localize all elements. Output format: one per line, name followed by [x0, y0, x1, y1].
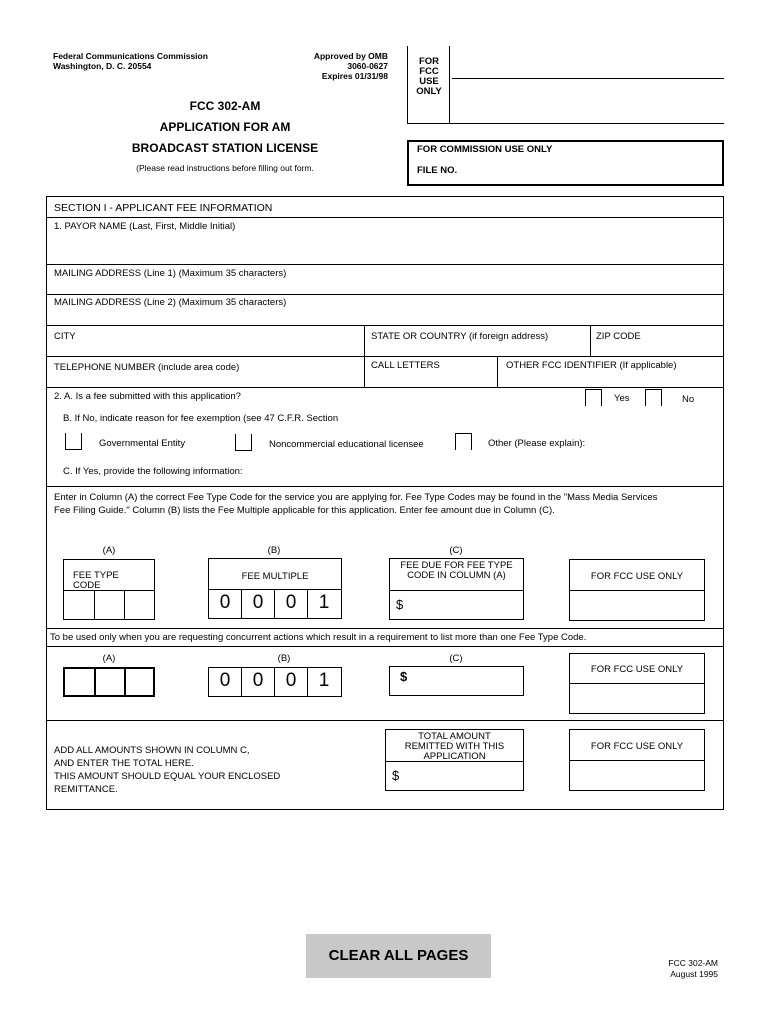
- fee-multiple-2-digit-2: 0: [252, 670, 264, 691]
- divider: [46, 628, 724, 629]
- governmental-entity-label: Governmental Entity: [99, 438, 186, 449]
- divider: [241, 589, 242, 619]
- total-instructions-line1: ADD ALL AMOUNTS SHOWN IN COLUMN C,: [54, 745, 250, 756]
- omb-approved-label: Approved by OMB: [313, 51, 388, 61]
- fee-type-code-label: FEE TYPE CODE: [73, 571, 119, 591]
- total-dollar-sign: $: [392, 768, 400, 783]
- form-title-line1: APPLICATION FOR AM: [159, 120, 291, 134]
- fee-type-code-2-cell-1[interactable]: [65, 669, 93, 695]
- telephone-field[interactable]: [54, 374, 354, 384]
- omb-approval: [300, 51, 388, 81]
- other-identifier-field[interactable]: [506, 372, 716, 384]
- column-a-label-2: (A): [102, 653, 116, 664]
- divider: [497, 356, 498, 387]
- mailing-address-2-label: MAILING ADDRESS (Line 2) (Maximum 35 characters): [54, 297, 287, 308]
- divider: [274, 667, 275, 697]
- column-c-label-2: (C): [449, 653, 463, 664]
- fee-instructions-line1: Enter in Column (A) the correct Fee Type Code for the service you are applying for. Fee Type Codes may be found in the "Mass Media Services: [54, 492, 658, 503]
- section-title: SECTION I - APPLICANT FEE INFORMATION: [54, 202, 273, 214]
- column-b-label-2: (B): [277, 653, 291, 664]
- fcc-use-field-line: [452, 78, 724, 79]
- fcc-use-word-2: FCC: [419, 66, 439, 77]
- divider: [569, 590, 705, 591]
- fee-due-amount-field[interactable]: [410, 592, 520, 618]
- divider: [46, 646, 724, 647]
- fee-type-code-cell-2[interactable]: [95, 591, 124, 619]
- divider: [208, 589, 342, 590]
- footer-form-number: FCC 302-AM: [668, 958, 718, 968]
- fee-due-dollar-sign-2: $: [400, 669, 408, 684]
- fcc-use-label-row2: FOR FCC USE ONLY: [590, 664, 684, 675]
- divider: [307, 667, 308, 697]
- divider: [307, 589, 308, 619]
- total-amount-label: TOTAL AMOUNT REMITTED WITH THIS APPLICATION: [404, 732, 505, 761]
- commission-use-label: FOR COMMISSION USE ONLY: [417, 144, 553, 155]
- fcc-use-word-1: FOR: [418, 56, 440, 67]
- noncommercial-label: Noncommercial educational licensee: [269, 439, 424, 450]
- question-2a: 2. A. Is a fee submitted with this application?: [54, 391, 241, 402]
- omb-number: 3060-0627: [347, 61, 388, 71]
- payor-name-label: 1. PAYOR NAME (Last, First, Middle Initial): [54, 221, 236, 232]
- other-checkbox[interactable]: [455, 433, 472, 450]
- divider: [569, 760, 705, 761]
- fee-type-code-2-cell-3[interactable]: [126, 669, 153, 695]
- divider: [389, 590, 524, 591]
- fee-multiple-digit-3: 0: [285, 592, 297, 613]
- mailing-address-1-label: MAILING ADDRESS (Line 1) (Maximum 35 characters): [54, 268, 287, 279]
- total-amount-field[interactable]: [406, 763, 520, 789]
- no-label: No: [682, 394, 695, 405]
- mailing-address-2-field[interactable]: [54, 309, 714, 323]
- fcc-use-word-3: USE: [419, 76, 439, 87]
- fee-due-label: FEE DUE FOR FEE TYPE CODE IN COLUMN (A): [400, 561, 513, 581]
- fee-multiple-digit-1: 0: [219, 592, 231, 613]
- yes-label: Yes: [614, 393, 630, 404]
- call-letters-label: CALL LETTERS: [371, 360, 440, 371]
- column-b-label: (B): [267, 545, 281, 556]
- agency-address: Washington, D. C. 20554: [53, 61, 152, 71]
- divider: [590, 325, 591, 356]
- fcc-use-label-row1: FOR FCC USE ONLY: [590, 571, 684, 582]
- fee-multiple-digit-2: 0: [252, 592, 264, 613]
- fee-instructions: [54, 492, 722, 517]
- form-footer-id: [650, 958, 718, 980]
- state-field[interactable]: [371, 343, 586, 355]
- file-no-label: FILE NO.: [417, 165, 458, 176]
- fee-instructions-line2: Fee Filing Guide." Column (B) lists the Fee Multiple applicable for this application. Enter fee amount due in Column (C).: [54, 504, 555, 516]
- fee-multiple-2-digit-1: 0: [219, 670, 231, 691]
- call-letters-field[interactable]: [371, 372, 491, 384]
- divider: [46, 325, 724, 326]
- form-instructions: (Please read instructions before filling out form.: [136, 163, 314, 173]
- fcc-use-word-4: ONLY: [416, 86, 442, 97]
- divider: [46, 486, 724, 487]
- city-label: CITY: [54, 331, 76, 342]
- fee-multiple-2-digit-3: 0: [285, 670, 297, 691]
- total-instructions: [54, 744, 280, 796]
- omb-expiration: Expires 01/31/98: [321, 71, 388, 81]
- other-identifier-label: OTHER FCC IDENTIFIER (If applicable): [506, 360, 677, 371]
- divider: [46, 720, 724, 721]
- city-field[interactable]: [54, 343, 354, 355]
- noncommercial-checkbox[interactable]: [235, 434, 252, 451]
- clear-all-pages-button[interactable]: CLEAR ALL PAGES: [306, 934, 491, 978]
- state-label: STATE OR COUNTRY (if foreign address): [371, 331, 549, 342]
- fee-type-code-cell-1[interactable]: [64, 591, 94, 619]
- divider: [46, 294, 724, 295]
- no-checkbox[interactable]: [645, 389, 662, 406]
- divider: [385, 761, 524, 762]
- fee-due-amount-field-2[interactable]: [414, 668, 520, 694]
- agency-block: [53, 51, 208, 71]
- governmental-entity-checkbox[interactable]: [65, 433, 82, 450]
- divider: [274, 589, 275, 619]
- divider: [46, 387, 724, 388]
- question-2b: B. If No, indicate reason for fee exemption (see 47 C.F.R. Section: [63, 413, 339, 424]
- yes-checkbox[interactable]: [585, 389, 602, 406]
- footer-date: August 1995: [670, 969, 718, 979]
- fee-due-dollar-sign: $: [396, 597, 404, 612]
- divider: [46, 264, 724, 265]
- column-a-label: (A): [102, 545, 116, 556]
- fcc-use-only-label: [408, 57, 450, 97]
- zip-field[interactable]: [596, 343, 716, 355]
- fee-multiple-2-digit-4: 1: [318, 670, 330, 691]
- other-label: Other (Please explain):: [488, 438, 586, 449]
- column-c-label: (C): [449, 545, 463, 556]
- divider: [46, 356, 724, 357]
- fee-multiple-label: FEE MULTIPLE: [241, 571, 309, 582]
- fee-type-code-2-cell-2[interactable]: [96, 669, 123, 695]
- question-2c: C. If Yes, provide the following information:: [63, 466, 243, 477]
- total-instructions-line2: AND ENTER THE TOTAL HERE.: [54, 758, 194, 769]
- form-title-line2: BROADCAST STATION LICENSE: [131, 141, 319, 155]
- mailing-address-1-field[interactable]: [54, 280, 714, 292]
- zip-label: ZIP CODE: [596, 331, 641, 342]
- total-instructions-line4: REMITTANCE.: [54, 784, 118, 795]
- telephone-label: TELEPHONE NUMBER (include area code): [54, 362, 240, 373]
- fee-type-code-cell-3[interactable]: [125, 591, 154, 619]
- fcc-use-bottom-border: [407, 123, 724, 124]
- fee-multiple-digit-4: 1: [318, 592, 330, 613]
- fcc-use-label-total: FOR FCC USE ONLY: [590, 741, 684, 752]
- divider: [46, 217, 724, 218]
- total-instructions-line3: THIS AMOUNT SHOULD EQUAL YOUR ENCLOSED: [54, 771, 281, 782]
- divider: [569, 683, 705, 684]
- divider: [241, 667, 242, 697]
- agency-name: Federal Communications Commission: [53, 51, 208, 61]
- payor-name-field[interactable]: [54, 234, 714, 262]
- concurrent-actions-note: To be used only when you are requesting concurrent actions which result in a requirement to list more than one Fee Type Code.: [50, 632, 587, 643]
- form-number: FCC 302-AM: [189, 99, 261, 113]
